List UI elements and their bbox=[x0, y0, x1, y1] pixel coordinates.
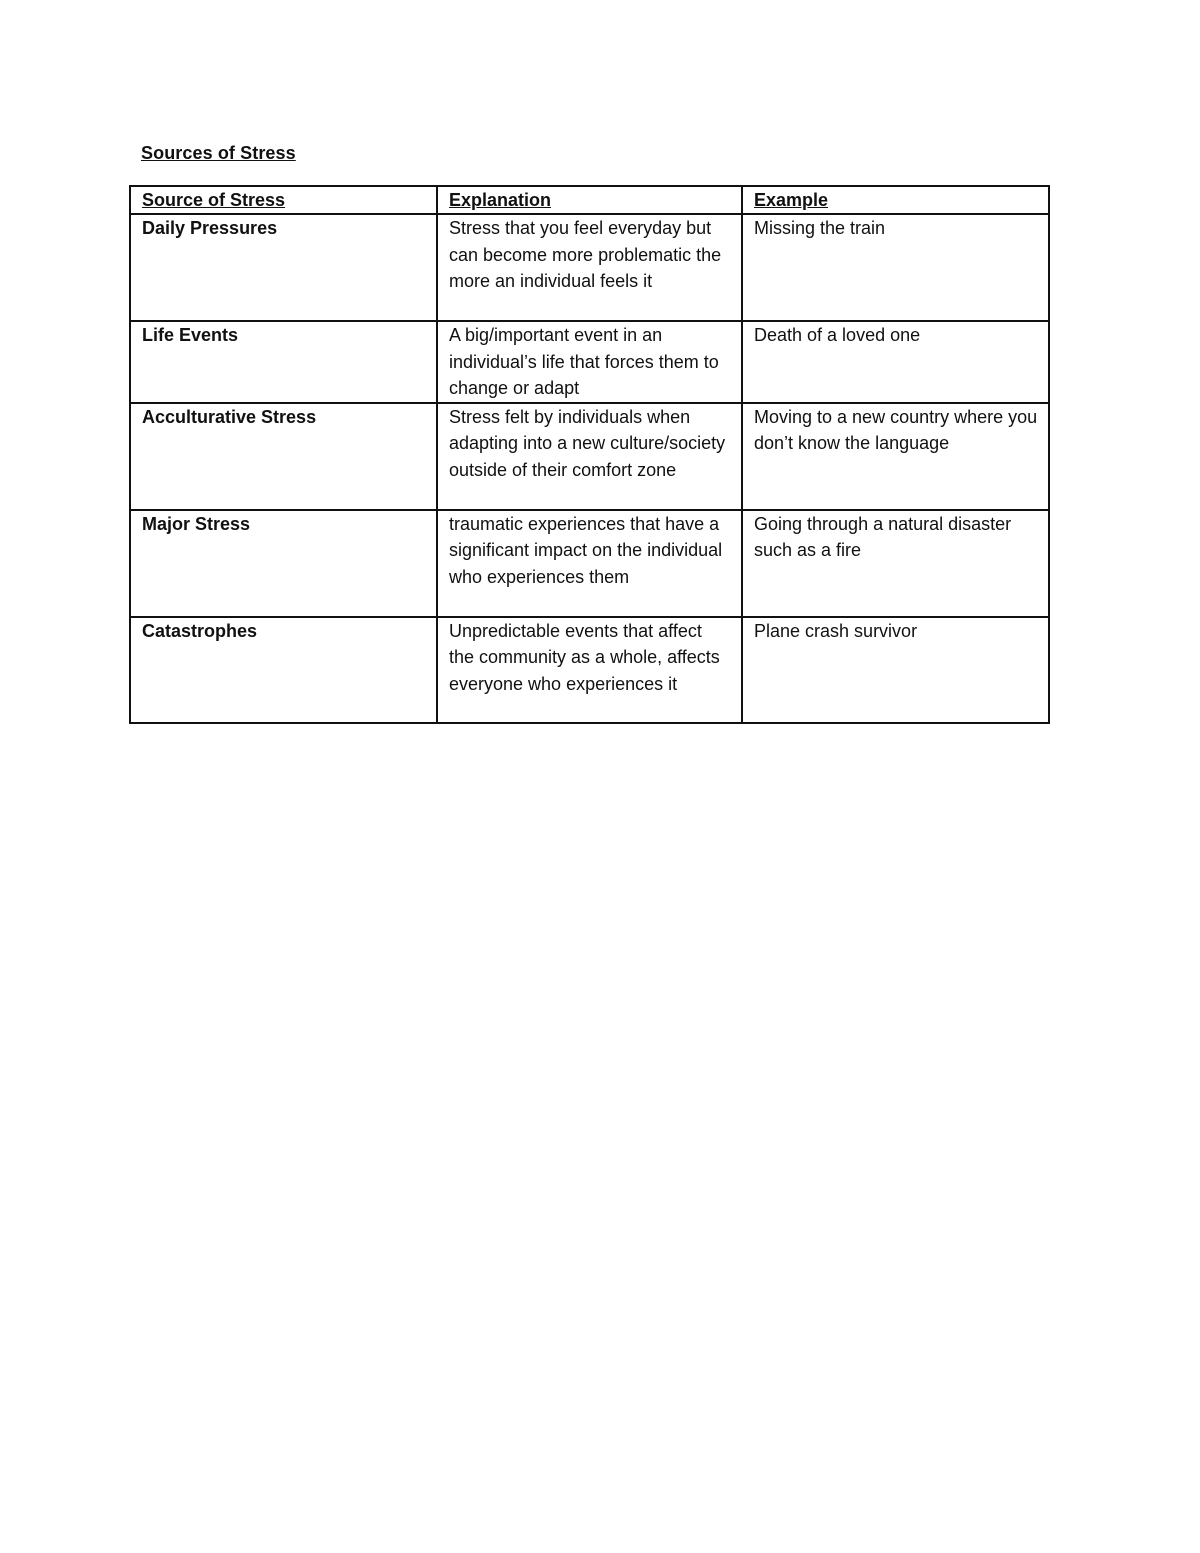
source-cell: Acculturative Stress bbox=[130, 403, 437, 510]
table-header-row bbox=[130, 186, 1049, 214]
explanation-cell: Stress that you feel everyday but can become more problematic the more an individual feels it bbox=[437, 214, 742, 321]
table-row bbox=[130, 617, 1049, 723]
table-row bbox=[130, 214, 1049, 321]
example-cell: Going through a natural disaster such as a fire bbox=[742, 510, 1049, 617]
table-row bbox=[130, 403, 1049, 510]
sources-of-stress-table bbox=[129, 185, 1050, 724]
table-row bbox=[130, 321, 1049, 403]
explanation-cell: Unpredictable events that affect the community as a whole, affects everyone who experiences it bbox=[437, 617, 742, 723]
example-cell: Death of a loved one bbox=[742, 321, 1049, 403]
page-title: Sources of Stress bbox=[141, 143, 296, 163]
table-row bbox=[130, 510, 1049, 617]
example-cell: Moving to a new country where you don’t know the language bbox=[742, 403, 1049, 510]
source-cell: Catastrophes bbox=[130, 617, 437, 723]
explanation-cell: Stress felt by individuals when adapting into a new culture/society outside of their comfort zone bbox=[437, 403, 742, 510]
source-cell: Daily Pressures bbox=[130, 214, 437, 321]
column-header-example: Example bbox=[742, 186, 1049, 214]
column-header-explanation: Explanation bbox=[437, 186, 742, 214]
example-cell: Plane crash survivor bbox=[742, 617, 1049, 723]
source-cell: Life Events bbox=[130, 321, 437, 403]
example-cell: Missing the train bbox=[742, 214, 1049, 321]
explanation-cell: traumatic experiences that have a significant impact on the individual who experiences them bbox=[437, 510, 742, 617]
column-header-source: Source of Stress bbox=[130, 186, 437, 214]
source-cell: Major Stress bbox=[130, 510, 437, 617]
explanation-cell: A big/important event in an individual’s life that forces them to change or adapt bbox=[437, 321, 742, 403]
